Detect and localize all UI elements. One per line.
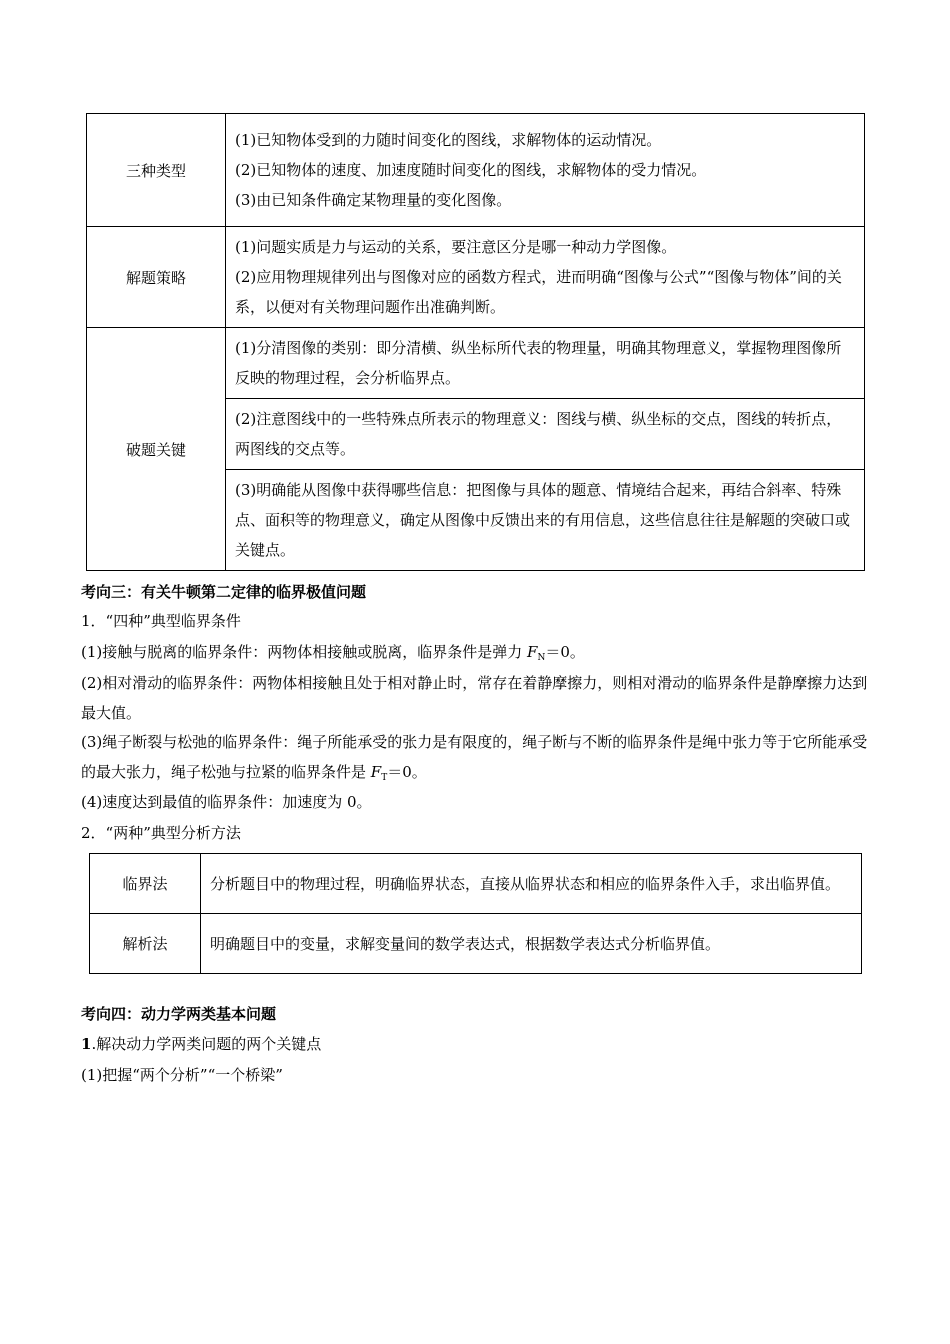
section4-heading: 考向四：动力学两类基本问题 xyxy=(81,1005,277,1023)
row-label: 解析法 xyxy=(90,914,201,974)
table-row xyxy=(87,114,865,227)
row-content xyxy=(226,114,865,227)
methods-table xyxy=(89,853,862,974)
row-label: 临界法 xyxy=(90,854,201,914)
force-symbol: F xyxy=(527,643,538,661)
strategy-table xyxy=(86,113,865,571)
table-row xyxy=(90,914,862,974)
force-subscript: N xyxy=(537,653,546,663)
row-content xyxy=(226,399,865,470)
row-content xyxy=(226,470,865,571)
text-run: (1)接触与脱离的临界条件：两物体相接触或脱离，临界条件是弹力 xyxy=(81,643,523,661)
text-run: .解决动力学两类问题的两个关键点 xyxy=(91,1035,322,1053)
section4-item1 xyxy=(81,1029,870,1059)
force-subscript: T xyxy=(381,773,388,783)
content-line: (1)已知物体受到的力随时间变化的图线，求解物体的运动情况。 xyxy=(235,131,662,149)
text-run: ＝0。 xyxy=(545,643,585,661)
row-content: 明确题目中的变量，求解变量间的数学表达式，根据数学表达式分析临界值。 xyxy=(201,914,862,974)
content-line: (2)注意图线中的一些特殊点所表示的物理意义：图线与横、纵坐标的交点，图线的转折点，两图线的交点等。 xyxy=(235,410,842,458)
section3-heading: 考向三：有关牛顿第二定律的临界极值问题 xyxy=(81,583,367,601)
row-content xyxy=(226,227,865,328)
table-row xyxy=(87,227,865,328)
content-line: (2)应用物理规律列出与图像对应的函数方程式，进而明确“图像与公式”“图像与物体”间的关系，以便对有关物理问题作出准确判断。 xyxy=(235,268,842,316)
content-line: (1)分清图像的类别：即分清横、纵坐标所代表的物理量，明确其物理意义，掌握物理图像所反映的物理过程，会分析临界点。 xyxy=(235,339,842,387)
content-line: (3)明确能从图像中获得哪些信息：把图像与具体的题意、情境结合起来，再结合斜率、特殊点、面积等的物理意义，确定从图像中反馈出来的有用信息，这些信息往往是解题的突破口或关键点。 xyxy=(235,481,851,559)
text-run: ＝0。 xyxy=(387,763,427,781)
content-line: (3)由已知条件确定某物理量的变化图像。 xyxy=(235,191,512,209)
table-row xyxy=(87,328,865,399)
section3-item1: 1．“四种”典型临界条件 xyxy=(81,612,241,630)
section3-paragraph xyxy=(81,727,870,793)
section3-item2: 2．“两种”典型分析方法 xyxy=(81,824,241,842)
item-number: 1 xyxy=(81,1035,92,1053)
section3-paragraph: (4)速度达到最值的临界条件：加速度为 0。 xyxy=(81,793,372,811)
row-content: 分析题目中的物理过程，明确临界状态，直接从临界状态和相应的临界条件入手，求出临界值。 xyxy=(201,854,862,914)
table-row xyxy=(90,854,862,914)
force-symbol: F xyxy=(370,763,382,781)
row-label: 三种类型 xyxy=(87,114,226,227)
content-line: (1)问题实质是力与运动的关系，要注意区分是哪一种动力学图像。 xyxy=(235,238,677,256)
section3-paragraph: (2)相对滑动的临界条件：两物体相接触且处于相对静止时，常存在着静摩擦力，则相对滑动的临界条件是静摩擦力达到最大值。 xyxy=(81,674,868,722)
section4-paragraph: (1)把握“两个分析”“一个桥梁” xyxy=(81,1066,283,1084)
row-label: 解题策略 xyxy=(87,227,226,328)
row-content xyxy=(226,328,865,399)
row-label: 破题关键 xyxy=(87,328,226,571)
text-run: (3)绳子断裂与松弛的临界条件：绳子所能承受的张力是有限度的，绳子断与不断的临界条件是绳中张力等于它所能承受的最大张力，绳子松弛与拉紧的临界条件是 xyxy=(81,733,868,781)
content-line: (2)已知物体的速度、加速度随时间变化的图线，求解物体的受力情况。 xyxy=(235,161,707,179)
